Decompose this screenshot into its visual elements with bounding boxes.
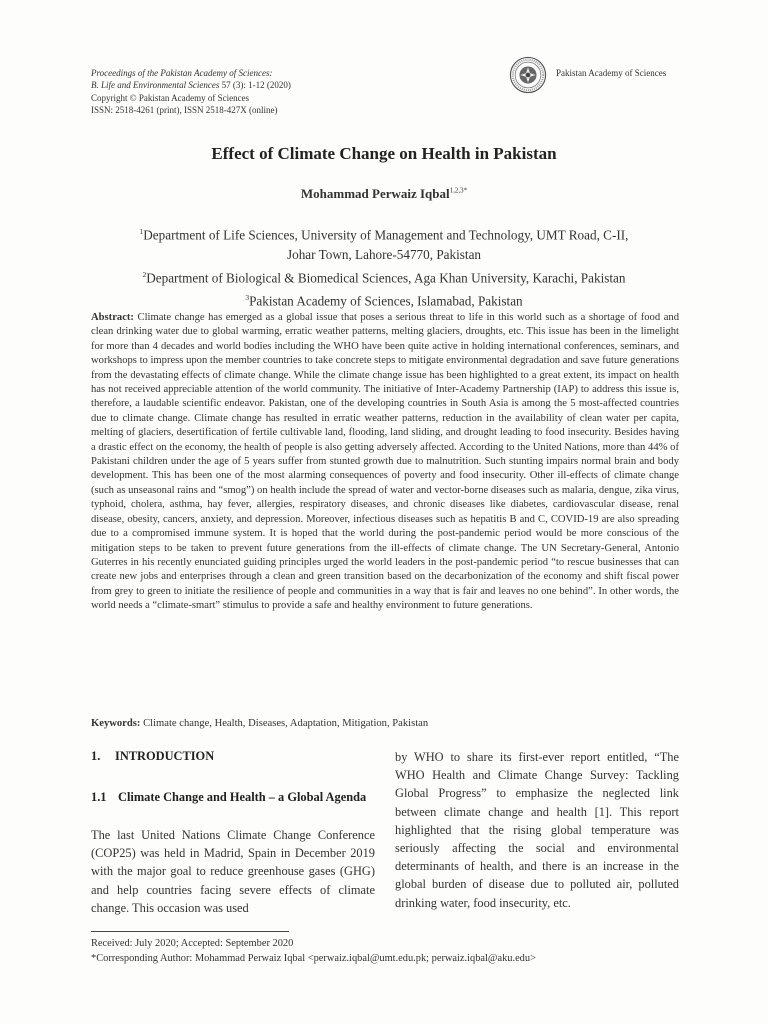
journal-volume bbox=[91, 79, 291, 91]
affiliation-2 bbox=[0, 265, 768, 288]
affiliation-mark: 3 bbox=[245, 293, 250, 303]
affiliation-text: Pakistan Academy of Sciences, Islamabad, Pakistan bbox=[249, 293, 523, 309]
journal-name: Proceedings of the Pakistan Academy of Sciences: bbox=[91, 68, 273, 78]
paper-title: Effect of Climate Change on Health in Pakistan bbox=[211, 144, 557, 163]
footnotes bbox=[91, 937, 536, 966]
section-number: 1. bbox=[91, 749, 101, 763]
keywords-label: Keywords: bbox=[91, 718, 141, 729]
subsection-heading bbox=[91, 788, 375, 806]
left-column bbox=[91, 748, 375, 917]
affiliation-text: Department of Life Sciences, University of Management and Technology, UMT Road, C-II, bbox=[143, 227, 629, 243]
affiliation-1-cont bbox=[0, 245, 768, 265]
body-paragraph-left: The last United Nations Climate Change Conference (COP25) was held in Madrid, Spain in December 2019 with the major goal to reduce greenhouse gases (GHG) and help countries facing severe effects of climate change. This occasion was used bbox=[91, 828, 375, 915]
subsection-number: 1.1 bbox=[91, 790, 107, 804]
footnote-divider bbox=[91, 931, 289, 932]
body-paragraph-right: by WHO to share its first-ever report entitled, “The WHO Health and Climate Change Survey: Tackling Global Progress” to emphasize the neglected link between climate change and health [1]. This report highlighted that the rising global temperature was seriously affecting the social and environmental determinants of health, and there is an increase in the global burden of disease due to polluted air, polluted drinking water, food insecurity, etc. bbox=[395, 750, 679, 910]
abstract-label: Abstract: bbox=[91, 312, 134, 323]
author-name: Mohammad Perwaiz Iqbal bbox=[300, 186, 450, 201]
copyright: Copyright © Pakistan Academy of Sciences bbox=[91, 92, 250, 103]
received-date: Received: July 2020; Accepted: September 2020 bbox=[91, 938, 294, 949]
affiliations bbox=[0, 222, 768, 311]
journal-info bbox=[91, 67, 291, 117]
affiliation-text: Department of Biological & Biomedical Sciences, Aga Khan University, Karachi, Pakistan bbox=[146, 270, 626, 286]
section-title: INTRODUCTION bbox=[115, 749, 215, 763]
subsection-title: Climate Change and Health – a Global Agenda bbox=[118, 790, 367, 804]
affiliation-text: Johar Town, Lahore-54770, Pakistan bbox=[286, 247, 482, 263]
keywords-text: Climate change, Health, Diseases, Adaptation, Mitigation, Pakistan bbox=[140, 718, 429, 729]
affiliation-3 bbox=[0, 288, 768, 311]
corresponding-author: *Corresponding Author: Mohammad Perwaiz Iqbal <perwaiz.iqbal@umt.edu.pk; perwaiz.iqbal@aku.edu> bbox=[91, 952, 536, 964]
academy-name: Pakistan Academy of Sciences bbox=[556, 68, 667, 78]
author-line bbox=[0, 186, 768, 202]
author-affiliation-marks: 1,2,3* bbox=[449, 186, 468, 195]
journal-series: B. Life and Environmental Sciences bbox=[91, 80, 220, 91]
abstract-text: Climate change has emerged as a global issue that poses a serious threat to life in this world such as a shortage of food and clean drinking water due to global warming, erratic weather patterns, melting glaciers, droughts, etc. This issue has been in the limelight for more than 4 decades and world bodies including the WHO have been quite active in holding international conferences, seminars, and workshops to impress upon the member countries to take concrete steps to mitigate environmental degradation and save future generations from the devastating effects of climate change. While the climate change issue has been highlighted to a great extent, its impact on health has not received appreciable attention of the world community. The initiative of Inter-Academy Partnership (IAP) to address this issue is, therefore, a laudable scientific endeavor. Pakistan, one of the developing countries in South Asia is among the 5 most-affected countries due to climate change. Climate change has resulted in erratic weather patterns, reduction in the availability of clean water per capita, melting of glaciers, desertification of fertile cultivable land, flooding, land sliding, and drought leading to food insecurity. Besides having a drastic effect on the economy, the health of people is also getting adversely affected. According to the United Nations, more than 44% of Pakistani children under the age of 5 years suffer from stunted growth due to malnutrition. Such stunting impairs normal brain and body development. This has been one of the most alarming consequences of poverty and food insecurity. Other ill-effects of climate change (such as unseasonal rains and “smog”) on health include the spread of water and vector-borne diseases such as malaria, dengue, zika virus, typhoid, cholera, asthma, hay fever, allergies, respiratory diseases, and chronic diseases like diabetes, cardiovascular disease, renal disease, obesity, cancers, anxiety, and depression. Moreover, infectious diseases such as hepatitis B and C, COVID-19 are also spreading due to a compromised immune system. It is hoped that the world during the post-pandemic period would be more conscious of the mitigation steps to be taken to prevent future generations from the ill-effects of climate change. The UN Secretary-General, Antonio Guterres in his recently enunciated guiding principles urged the world leaders in the post-pandemic period “to rescue businesses that can create new jobs and enterprises through a clean and green transition based on the decarbonization of the economy and shift fiscal power from grey to green to initiate the resilience of people and communities in a way that is fair and leaves no one behind”. In other words, the world needs a “climate-smart” stimulus to provide a safe and healthy environment to future generations. bbox=[91, 312, 679, 612]
academy-seal-icon bbox=[509, 56, 547, 94]
keywords bbox=[91, 718, 679, 729]
section-heading-introduction bbox=[91, 749, 375, 764]
affiliation-1 bbox=[0, 222, 768, 245]
affiliation-mark: 1 bbox=[139, 227, 144, 236]
abstract bbox=[91, 311, 679, 614]
affiliation-mark: 2 bbox=[142, 269, 147, 279]
issn: ISSN: 2518-4261 (print), ISSN 2518-427X (online) bbox=[91, 105, 278, 116]
right-column bbox=[395, 748, 679, 912]
journal-issue: 57 (3): 1-12 (2020) bbox=[219, 80, 291, 91]
